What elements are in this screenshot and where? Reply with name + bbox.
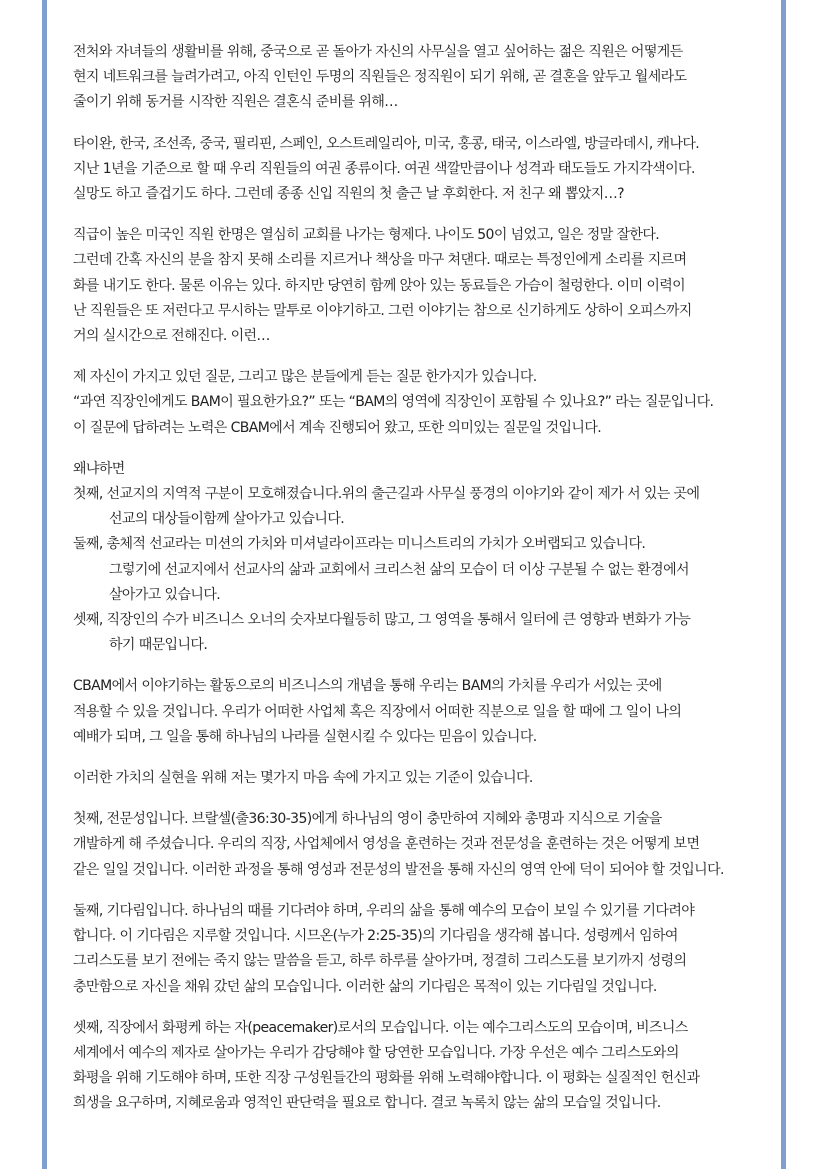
text-line: 현지 네트워크를 늘려가려고, 아직 인턴인 두명의 직원들은 정직원이 되기 위해, 곧 결혼을 앞두고 월세라도 [73, 69, 687, 86]
text-line: 첫째, 전문성입니다. 브랄셀(출36:30-35)에게 하나님의 영이 충만하여 지혜와 총명과 지식으로 기술을 [73, 811, 662, 828]
text-line: 셋째, 직장에서 화평케 하는 자(peacemaker)로서의 모습입니다. 이는 예수그리스도의 모습이며, 비즈니스 [73, 1019, 688, 1036]
text-line: 적용할 수 있을 것입니다. 우리가 어떠한 사업체 혹은 직장에서 어떠한 직분으로 일을 할 때에 그 일이 나의 [73, 703, 682, 720]
text-line: CBAM에서 이야기하는 활동으로의 비즈니스의 개념을 통해 우리는 BAM의 가치를 우리가 서있는 곳에 [73, 678, 662, 695]
paragraph-waiting [73, 899, 761, 1000]
text-line: 이러한 가치의 실현을 위해 저는 몇가지 마음 속에 가지고 있는 기준이 있습니다. [73, 770, 533, 787]
text-line: 충만함으로 자신을 채워 갔던 삶의 모습입니다. 이러한 삶의 기다림은 목적이 있는 기다림일 것입니다. [73, 978, 657, 995]
text-line: 셋째, 직장인의 수가 비즈니스 오너의 숫자보다월등히 많고, 그 영역을 통해서 일터에 큰 영향과 변화가 가능 [73, 612, 691, 629]
text-line: 둘째, 기다림입니다. 하나님의 때를 기다려야 하며, 우리의 삶을 통해 예수의 모습이 보일 수 있기를 기다려야 [73, 902, 695, 919]
text-line: 개발하게 해 주셨습니다. 우리의 직장, 사업체에서 영성을 훈련하는 것과 전문성을 훈련하는 것은 어떻게 보면 [73, 836, 700, 853]
paragraph-american-employee [73, 223, 761, 349]
text-line: 그런데 간혹 자신의 분을 참지 못해 소리를 지르거나 책상을 마구 쳐댄다. 때로는 특정인에게 소리를 지르며 [73, 252, 687, 269]
paragraph-intro-employees [73, 40, 761, 116]
text-line: 예배가 되며, 그 일을 통해 하나님의 나라를 실현시킬 수 있다는 믿음이 있습니다. [73, 728, 537, 745]
reason-item-second [73, 532, 761, 608]
text-line: 세계에서 예수의 제자로 살아가는 우리가 감당해야 할 당연한 모습입니다. 가장 우선은 예수 그리스도와의 [73, 1044, 679, 1061]
reasons-list [73, 457, 761, 659]
text-line: 타이완, 한국, 조선족, 중국, 필리핀, 스페인, 오스트레일리아, 미국, 홍콩, 태국, 이스라엘, 방글라데시, 캐나다. [73, 135, 700, 152]
paragraph-cbam-business [73, 674, 761, 750]
reason-item-first [73, 482, 761, 532]
text-line: “과연 직장인에게도 BAM이 필요한가요?” 또는 “BAM의 영역에 직장인이 포함될 수 있나요?” 라는 질문입니다. [73, 394, 714, 411]
text-line: 선교의 대상들이함께 살아가고 있습니다. [109, 511, 345, 528]
text-line: 하기 때문입니다. [109, 637, 208, 654]
text-line: 같은 일일 것입니다. 이러한 과정을 통해 영성과 전문성의 발전을 통해 자신의 영역 안에 덕이 되어야 할 것입니다. [73, 861, 724, 878]
text-line: 거의 실시간으로 전해진다. 이런… [73, 328, 270, 345]
text-line: 제 자신이 가지고 있던 질문, 그리고 많은 분들에게 듣는 질문 한가지가 있습니다. [73, 369, 537, 386]
text-line: 화평을 위해 기도해야 하며, 또한 직장 구성원들간의 평화를 위해 노력해야합니다. 이 평화는 실질적인 헌신과 [73, 1070, 700, 1087]
text-line: 전처와 자녀들의 생활비를 위해, 중국으로 곧 돌아가 자신의 사무실을 열고 싶어하는 젊은 직원은 어떻게든 [73, 44, 683, 60]
article-body [73, 40, 761, 1133]
paragraph-peacemaker [73, 1016, 761, 1117]
text-line: 지난 1년을 기준으로 할 때 우리 직원들의 여권 종류이다. 여권 색깔만큼이나 성격과 태도들도 가지각색이다. [73, 160, 695, 177]
paragraph-question [73, 365, 761, 441]
text-line: 둘째, 총체적 선교라는 미션의 가치와 미셔널라이프라는 미니스트리의 가치가 오버랩되고 있습니다. [73, 536, 646, 553]
text-line: 합니다. 이 기다림은 지루할 것입니다. 시므온(누가 2:25-35)의 기다림을 생각해 봅니다. 성령께서 임하여 [73, 928, 678, 945]
paragraph-passports [73, 132, 761, 208]
text-line: 실망도 하고 즐겁기도 하다. 그런데 종종 신입 직원의 첫 출근 날 후회한다. 저 친구 왜 뽑았지…? [73, 186, 624, 203]
reason-item-third [73, 608, 761, 658]
text-line: 첫째, 선교지의 지역적 구분이 모호해졌습니다.위의 출근길과 사무실 풍경의 이야기와 같이 제가 서 있는 곳에 [73, 486, 700, 503]
reasons-heading: 왜냐하면 [73, 460, 125, 477]
right-border-bar [781, 0, 786, 1169]
paragraph-criteria-intro [73, 766, 761, 791]
text-line: 화를 내기도 한다. 물론 이유는 있다. 하지만 당연히 함께 앉아 있는 동료들은 가슴이 철렁한다. 이미 이력이 [73, 277, 686, 294]
paragraph-expertise [73, 807, 761, 883]
text-line: 직급이 높은 미국인 직원 한명은 열심히 교회를 나가는 형제다. 나이도 50이 넘었고, 일은 정말 잘한다. [73, 227, 660, 244]
left-border-bar [42, 0, 47, 1169]
text-line: 살아가고 있습니다. [109, 586, 221, 603]
text-line: 그리스도를 보기 전에는 죽지 않는 말씀을 듣고, 하루 하루를 살아가며, 정결히 그리스도를 보기까지 성령의 [73, 953, 687, 970]
text-line: 희생을 요구하며, 지혜로움과 영적인 판단력을 필요로 합니다. 결코 녹록치 않는 삶의 모습일 것입니다. [73, 1095, 661, 1112]
text-line: 그렇기에 선교지에서 선교사의 삶과 교회에서 크리스천 삶의 모습이 더 이상 구분될 수 없는 환경에서 [109, 561, 689, 578]
text-line: 줄이기 위해 동거를 시작한 직원은 결혼식 준비를 위해… [73, 94, 398, 111]
text-line: 이 질문에 답하려는 노력은 CBAM에서 계속 진행되어 왔고, 또한 의미있는 질문일 것입니다. [73, 419, 602, 436]
text-line: 난 직원들은 또 저런다고 무시하는 말투로 이야기하고. 그런 이야기는 참으로 신기하게도 상하이 오피스까지 [73, 302, 692, 319]
